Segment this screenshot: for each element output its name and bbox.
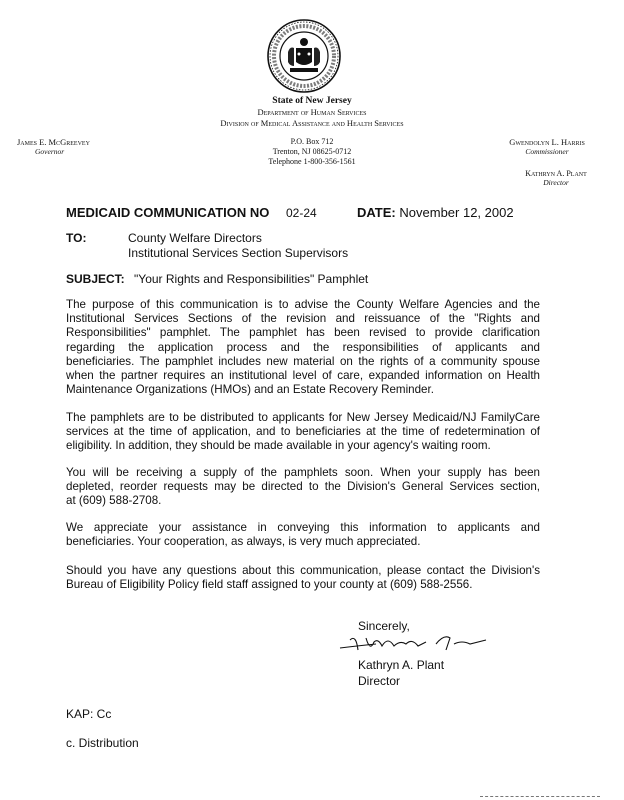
communication-number: 02-24 <box>286 206 317 220</box>
address-line-1: P.O. Box 712 <box>290 137 334 146</box>
p1-line: The purpose of this communication is to advise the County Welfare Agencies and the <box>66 298 540 311</box>
paragraph-1 <box>66 298 540 397</box>
paragraph-2 <box>66 411 540 454</box>
paragraph-4 <box>66 521 540 549</box>
signer-name: Kathryn A. Plant <box>358 658 445 672</box>
date-label: DATE: <box>357 205 396 220</box>
to-recipient-1: County Welfare Directors <box>128 231 262 245</box>
salutation: Sincerely, <box>358 619 410 633</box>
communication-label: MEDICAID COMMUNICATION NO <box>66 205 270 220</box>
director-title-header: Director <box>543 178 569 187</box>
p1-line: Responsibilities" pamphlet. The pamphlet has been revised to provide clarification <box>66 326 540 340</box>
p1-line: regarding the application process and the responsibilities of applicants and <box>66 340 540 354</box>
date-value: November 12, 2002 <box>399 205 514 220</box>
department-name: Department of Human Services <box>257 107 367 117</box>
signer-title: Director <box>358 674 401 688</box>
distribution-line: c. Distribution <box>66 736 139 750</box>
address-line-2: Trenton, NJ 08625-0712 <box>272 147 352 156</box>
scan-artifact-bottom <box>480 796 600 799</box>
governor-name: James E. McGreevey <box>17 137 90 147</box>
state-name: State of New Jersey <box>272 96 352 106</box>
division-name: Division of Medical Assistance and Health Services <box>220 118 404 128</box>
paragraph-5 <box>66 564 540 592</box>
p3-line: depleted, reorder requests may be directed to the Division's General Services section, <box>66 480 540 494</box>
p1-line: beneficiaries. The pamphlet includes new material on the rights of a community spouse <box>66 354 540 368</box>
phone-line: Telephone 1-800-356-1561 <box>268 157 356 166</box>
subject-text: "Your Rights and Responsibilities" Pamphlet <box>134 272 369 286</box>
p3-line: at (609) 588-2708. <box>66 494 162 508</box>
p2-line: eligibility. In addition, they should be made available in your agency's waiting room. <box>66 439 491 453</box>
p2-line: The pamphlets are to be distributed to applicants for New Jersey Medicaid/NJ FamilyCare <box>66 411 540 424</box>
commissioner-title: Commissioner <box>525 147 569 156</box>
initials-line: KAP: Cc <box>66 707 112 721</box>
subject-label: SUBJECT: <box>66 272 125 286</box>
p1-line: Maintenance Organizations (HMOs) and an Estate Recovery Reminder. <box>66 383 434 397</box>
p5-line: Bureau of Eligibility Policy field staff assigned to your county at (609) 588-2556. <box>66 578 473 592</box>
state-seal-icon <box>266 18 342 94</box>
to-recipient-2: Institutional Services Section Supervisors <box>128 246 349 260</box>
commissioner-name: Gwendolyn L. Harris <box>509 137 585 147</box>
p3-line: You will be receiving a supply of the pamphlets soon. When your supply has been <box>66 466 540 479</box>
governor-title: Governor <box>35 147 65 156</box>
p5-line: Should you have any questions about this communication, please contact the Division's <box>66 564 540 577</box>
p2-line: services at the time of application, and to beneficiaries at the time of redetermination of <box>66 425 540 439</box>
p1-line: when the partner requires an institutional level of care, expanded information on Health <box>66 369 540 383</box>
signature <box>336 632 506 654</box>
p4-line: We appreciate your assistance in conveying this information to applicants and <box>66 521 540 534</box>
p1-line: Institutional Services Sections of the revision and reissuance of the "Rights and <box>66 312 540 326</box>
p4-line: beneficiaries. Your cooperation, as always, is very much appreciated. <box>66 535 421 549</box>
director-name-header: Kathryn A. Plant <box>525 169 587 178</box>
paragraph-3 <box>66 466 540 509</box>
to-label: TO: <box>66 231 87 245</box>
state-seal <box>266 18 342 94</box>
